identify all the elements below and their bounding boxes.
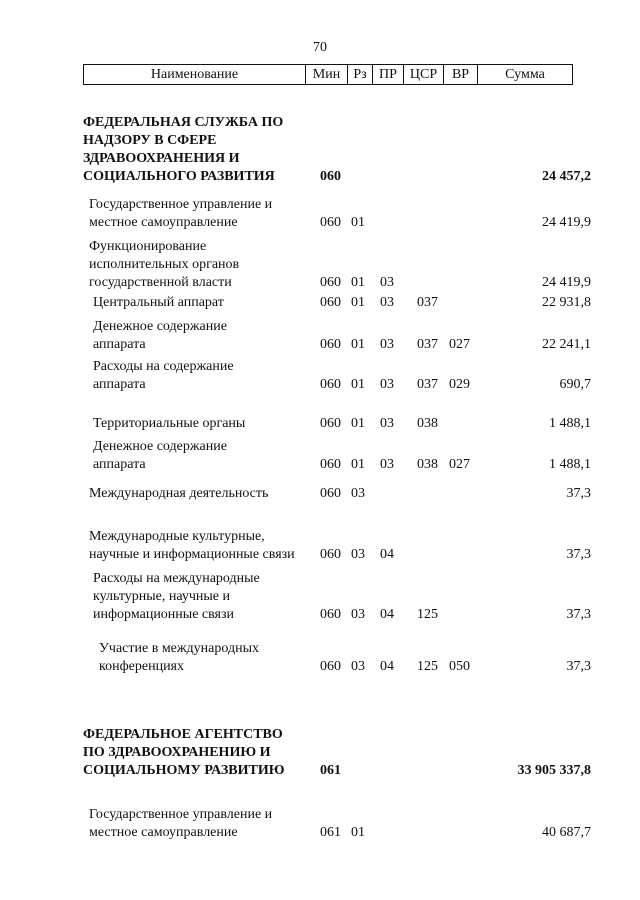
row-sum: 37,3: [566, 607, 591, 622]
header-vr: ВР: [444, 65, 478, 84]
table-row: [83, 196, 591, 232]
row-vr: 027: [449, 337, 470, 352]
table-row: [83, 510, 591, 564]
row-rz: 03: [351, 486, 365, 501]
row-sum: 24 419,9: [542, 275, 591, 290]
row-rz: 03: [351, 607, 365, 622]
row-name: Международная деятельность: [89, 486, 269, 501]
row-min: 061: [320, 763, 341, 778]
row-min: 060: [320, 607, 341, 622]
row-rz: 01: [351, 416, 365, 431]
row-rz: 01: [351, 337, 365, 352]
row-min: 060: [320, 169, 341, 184]
row-name: ФЕДЕРАЛЬНОЕ АГЕНТСТВО ПО ЗДРАВООХРАНЕНИЮ И СОЦИАЛЬНОМУ РАЗВИТИЮ: [83, 727, 285, 778]
row-sum: 37,3: [566, 486, 591, 501]
page-number: 70: [313, 40, 327, 55]
row-csr: 037: [417, 377, 438, 392]
row-pr: 03: [380, 377, 394, 392]
row-min: 060: [320, 486, 341, 501]
table-row: [83, 96, 591, 186]
row-rz: 03: [351, 547, 365, 562]
row-sum: 24 419,9: [542, 215, 591, 230]
row-name: Центральный аппарат: [93, 295, 224, 310]
row-pr: 04: [380, 659, 394, 674]
row-rz: 01: [351, 825, 365, 840]
row-name: Участие в международных конференциях: [99, 641, 260, 674]
row-name: Расходы на содержание аппарата: [93, 359, 234, 392]
row-name: Денежное содержание аппарата: [93, 319, 227, 352]
table-row: [83, 415, 591, 433]
row-name: Расходы на международные культурные, научные и информационные связи: [93, 571, 260, 622]
table-row: [83, 438, 591, 474]
row-sum: 40 687,7: [542, 825, 591, 840]
row-pr: 03: [380, 337, 394, 352]
row-sum: 22 241,1: [542, 337, 591, 352]
row-name: Государственное управление и местное самоуправление: [89, 197, 273, 230]
row-rz: 01: [351, 275, 365, 290]
row-sum: 33 905 337,8: [517, 763, 591, 778]
row-min: 060: [320, 416, 341, 431]
row-csr: 037: [417, 295, 438, 310]
table-row: [83, 485, 591, 503]
row-csr: 038: [417, 457, 438, 472]
row-sum: 37,3: [566, 547, 591, 562]
row-pr: 03: [380, 275, 394, 290]
row-min: 061: [320, 825, 341, 840]
row-min: 060: [320, 547, 341, 562]
row-name: Государственное управление и местное самоуправление: [89, 807, 273, 840]
row-name: Международные культурные, научные и информационные связи: [89, 529, 295, 562]
row-vr: 050: [449, 659, 470, 674]
row-csr: 037: [417, 337, 438, 352]
row-name: Территориальные органы: [93, 416, 246, 431]
table-header: [83, 64, 573, 85]
row-pr: 03: [380, 457, 394, 472]
row-min: 060: [320, 659, 341, 674]
row-csr: 125: [417, 607, 438, 622]
row-sum: 24 457,2: [542, 169, 591, 184]
table-row: [83, 570, 591, 624]
row-name: Функционирование исполнительных органов государственной власти: [89, 239, 240, 290]
row-sum: 1 488,1: [549, 416, 591, 431]
row-sum: 37,3: [566, 659, 591, 674]
header-pr: ПР: [373, 65, 404, 84]
row-min: 060: [320, 295, 341, 310]
row-name: ФЕДЕРАЛЬНАЯ СЛУЖБА ПО НАДЗОРУ В СФЕРЕ ЗДРАВООХРАНЕНИЯ И СОЦИАЛЬНОГО РАЗВИТИЯ: [83, 115, 284, 184]
header-sum: Сумма: [505, 66, 545, 82]
row-sum: 1 488,1: [549, 457, 591, 472]
row-rz: 03: [351, 659, 365, 674]
row-min: 060: [320, 377, 341, 392]
table-row: [83, 294, 591, 312]
header-rz: Рз: [348, 65, 373, 84]
row-csr: 125: [417, 659, 438, 674]
header-min: Мин: [306, 65, 348, 84]
row-name: Денежное содержание аппарата: [93, 439, 227, 472]
row-pr: 04: [380, 607, 394, 622]
table-row: [83, 318, 591, 354]
row-rz: 01: [351, 215, 365, 230]
row-min: 060: [320, 457, 341, 472]
row-sum: 22 931,8: [542, 295, 591, 310]
row-csr: 038: [417, 416, 438, 431]
table-row: [83, 358, 591, 394]
row-vr: 027: [449, 457, 470, 472]
row-pr: 03: [380, 416, 394, 431]
table-row: [83, 806, 591, 842]
row-rz: 01: [351, 295, 365, 310]
row-rz: 01: [351, 377, 365, 392]
header-name: Наименование: [84, 65, 306, 84]
row-pr: 03: [380, 295, 394, 310]
row-min: 060: [320, 215, 341, 230]
table-row: [83, 708, 591, 780]
table-row: [83, 238, 591, 292]
row-vr: 029: [449, 377, 470, 392]
row-rz: 01: [351, 457, 365, 472]
header-csr: ЦСР: [404, 65, 444, 84]
row-pr: 04: [380, 547, 394, 562]
row-sum: 690,7: [559, 377, 591, 392]
row-min: 060: [320, 275, 341, 290]
row-min: 060: [320, 337, 341, 352]
table-row: [83, 640, 591, 676]
